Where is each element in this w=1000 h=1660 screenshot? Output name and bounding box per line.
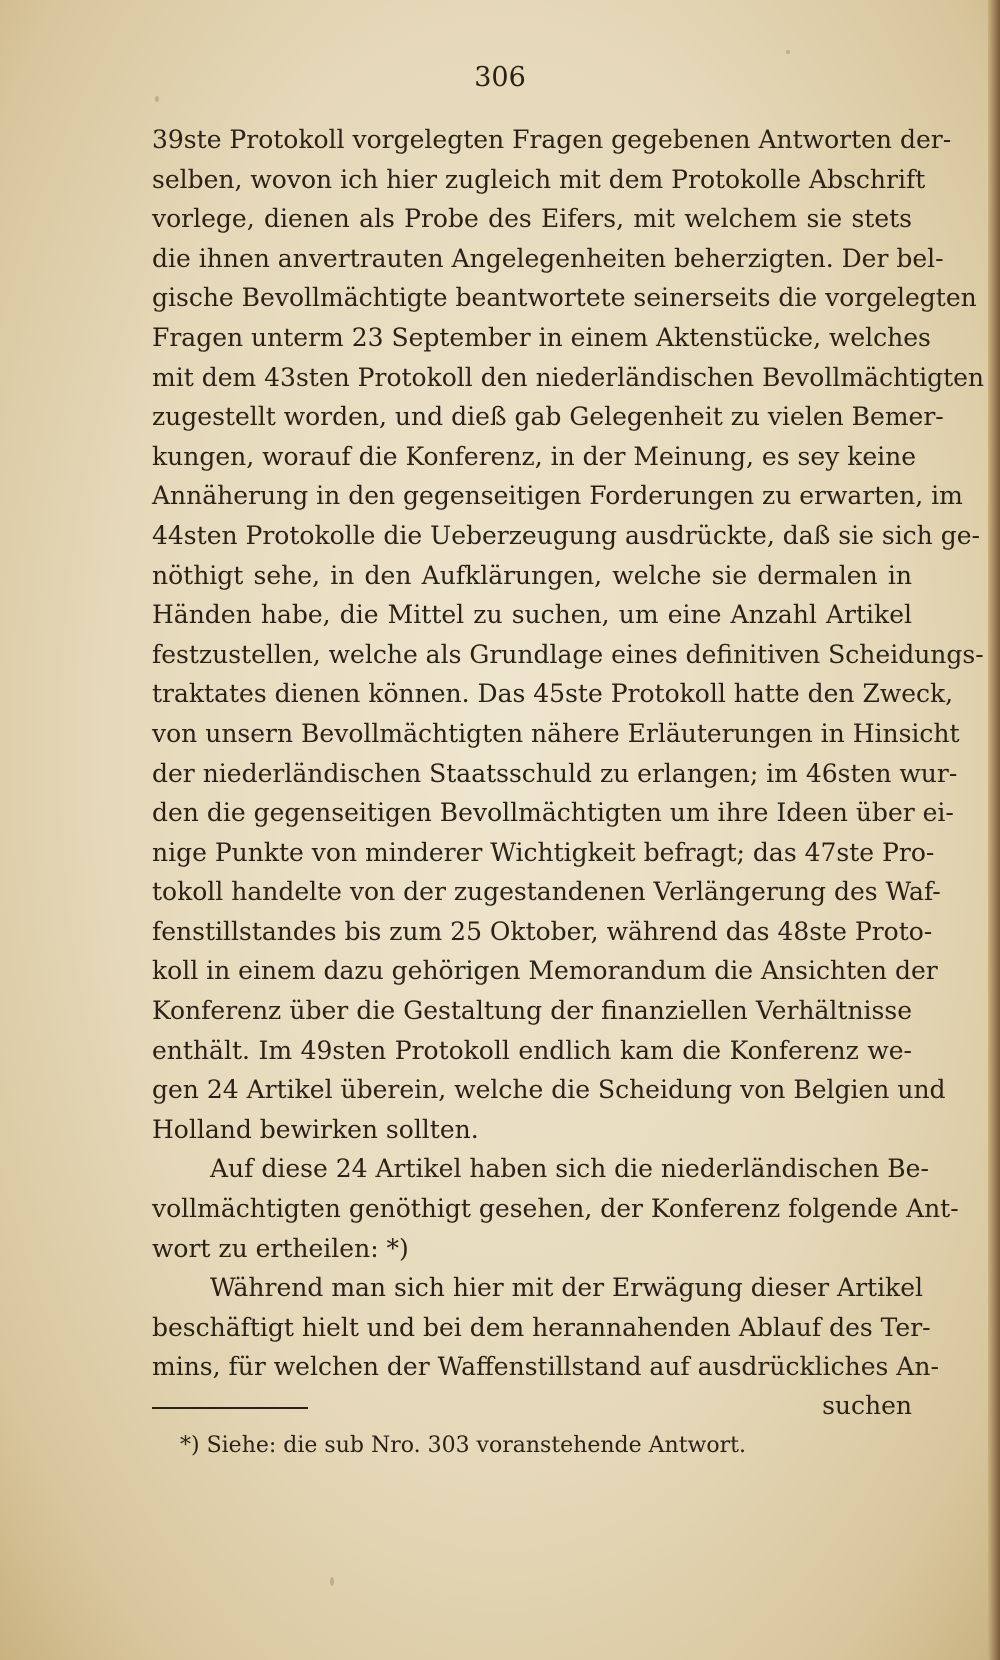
- body-text: [152, 120, 985, 1387]
- text-line: Händen habe, die Mittel zu suchen, um eine Anzahl Artikel: [152, 600, 912, 630]
- text-line: selben, wovon ich hier zugleich mit dem Protokolle Abschrift: [152, 164, 926, 194]
- footnote-separator-row: [152, 1391, 912, 1427]
- paper-stain: [155, 96, 159, 102]
- text-line: vollmächtigten genöthigt gesehen, der Konferenz folgende Ant-: [152, 1194, 959, 1224]
- text-line: koll in einem dazu gehörigen Memorandum die Ansichten der: [152, 956, 938, 986]
- text-line: nige Punkte von minderer Wichtigkeit befragt; das 47ste Pro-: [152, 837, 935, 867]
- text-line: vorlege, dienen als Probe des Eifers, mit welchem sie stets: [152, 204, 912, 234]
- text-line: mins, für welchen der Waffenstillstand auf ausdrückliches An-: [152, 1352, 939, 1382]
- text-line: fenstillstandes bis zum 25 Oktober, während das 48ste Proto-: [152, 916, 933, 946]
- text-line: festzustellen, welche als Grundlage eines definitiven Scheidungs-: [152, 639, 984, 669]
- text-line: Auf diese 24 Artikel haben sich die niederländischen Be-: [210, 1154, 929, 1184]
- text-line: beschäftigt hielt und bei dem herannahenden Ablauf des Ter-: [152, 1312, 931, 1342]
- text-line: tokoll handelte von der zugestandenen Verlängerung des Waf-: [152, 877, 941, 907]
- text-line: Annäherung in den gegenseitigen Forderungen zu erwarten, im: [152, 481, 963, 511]
- text-line: mit dem 43sten Protokoll den niederländischen Bevollmächtigten: [152, 362, 985, 392]
- text-line: der niederländischen Staatsschuld zu erlangen; im 46sten wur-: [152, 758, 958, 788]
- footnote: *) Siehe: die sub Nro. 303 voranstehende Antwort.: [180, 1433, 746, 1458]
- text-line: gen 24 Artikel überein, welche die Scheidung von Belgien und: [152, 1075, 946, 1105]
- text-line: Während man sich hier mit der Erwägung dieser Artikel: [210, 1273, 924, 1303]
- text-line: 39ste Protokoll vorgelegten Fragen gegebenen Antworten der-: [152, 125, 952, 154]
- text-line: wort zu ertheilen: *): [152, 1233, 409, 1263]
- paper-stain: [786, 50, 790, 54]
- text-line: die ihnen anvertrauten Angelegenheiten beherzigten. Der bel-: [152, 243, 944, 273]
- footnote-rule: [152, 1407, 308, 1409]
- text-line: Holland bewirken sollten.: [152, 1114, 479, 1144]
- text-line: Fragen unterm 23 September in einem Aktenstücke, welches: [152, 322, 931, 352]
- text-line: zugestellt worden, und dieß gab Gelegenheit zu vielen Bemer-: [152, 402, 944, 432]
- text-line: enthält. Im 49sten Protokoll endlich kam die Konferenz we-: [152, 1035, 912, 1065]
- text-line: kungen, worauf die Konferenz, in der Meinung, es sey keine: [152, 441, 917, 471]
- page-edge-shadow: [988, 0, 1000, 1660]
- text-line: nöthigt sehe, in den Aufklärungen, welche sie dermalen in: [152, 560, 912, 590]
- text-line: gische Bevollmächtigte beantwortete seinerseits die vorgelegten: [152, 283, 977, 313]
- text-line: 44sten Protokolle die Ueberzeugung ausdrückte, daß sie sich ge-: [152, 520, 980, 550]
- catchword: suchen: [822, 1391, 912, 1420]
- paper-stain: [330, 1577, 334, 1586]
- text-line: Konferenz über die Gestaltung der finanziellen Verhältnisse: [152, 996, 912, 1026]
- page-number: 306: [474, 62, 526, 93]
- text-line: von unsern Bevollmächtigten nähere Erläuterungen in Hinsicht: [152, 718, 960, 748]
- text-line: traktates dienen können. Das 45ste Protokoll hatte den Zweck,: [152, 679, 954, 709]
- text-line: den die gegenseitigen Bevollmächtigten um ihre Ideen über ei-: [152, 798, 954, 828]
